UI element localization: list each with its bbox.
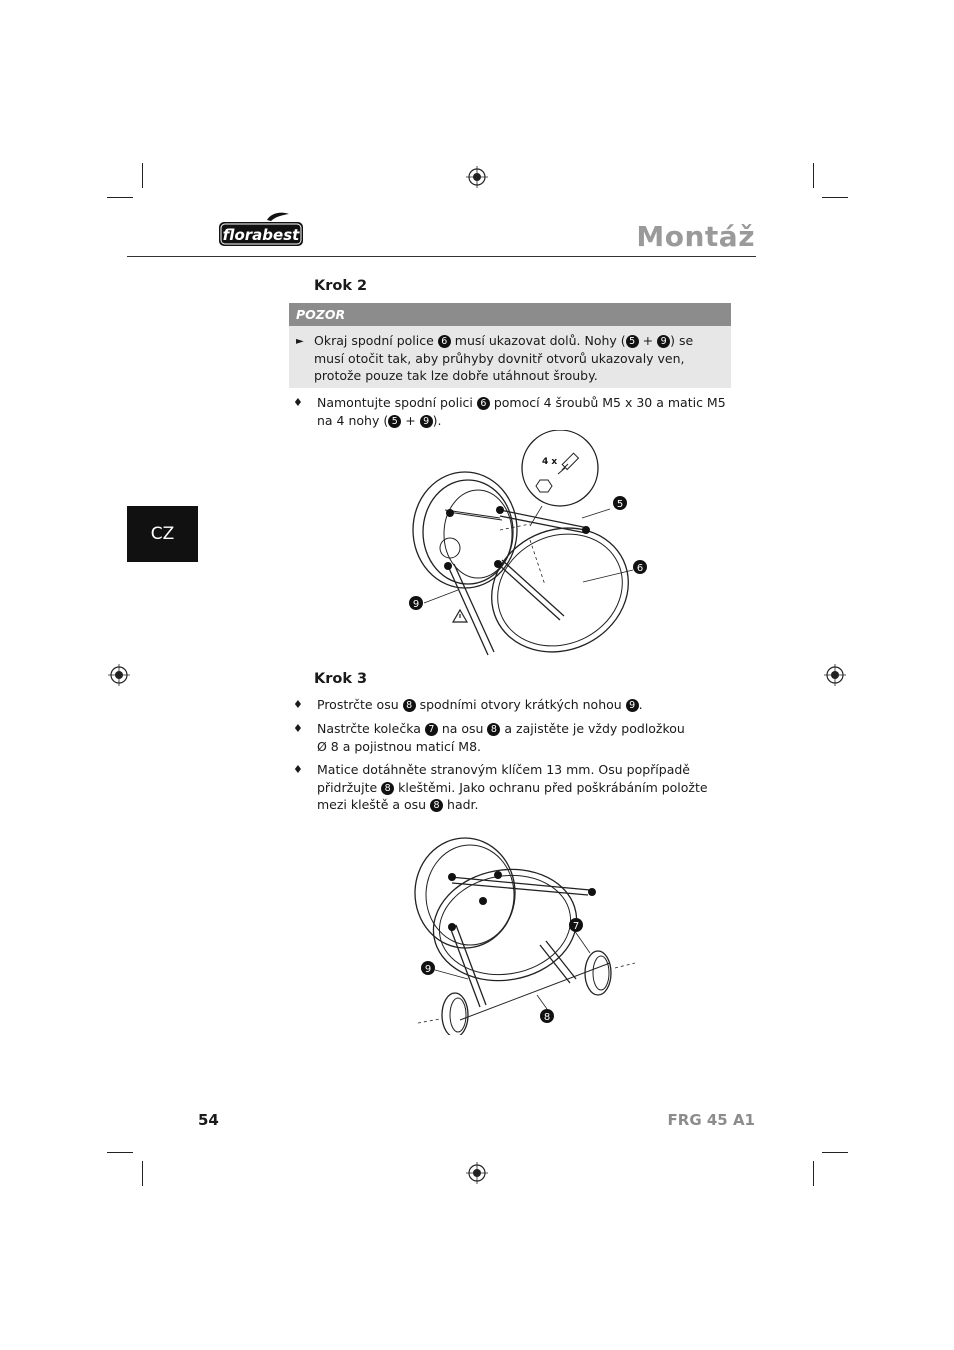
part-number-badge: 8 xyxy=(381,782,394,795)
part-number-badge: 9 xyxy=(420,415,433,428)
part-number-badge: 6 xyxy=(477,397,490,410)
crop-mark xyxy=(142,163,143,188)
crop-mark xyxy=(813,1161,814,1186)
part-number-badge: 7 xyxy=(425,723,438,736)
callout-label: 5 xyxy=(616,499,624,510)
crop-mark xyxy=(107,197,133,198)
callout-label: 6 xyxy=(636,563,644,574)
step3-item: Matice dotáhněte stranovým klíčem 13 mm. Osu popřípadě přidržujte 8 kleštěmi. Jako ochranu před poškrábáním položte mezi kleště a osu 8 hadr. xyxy=(317,762,708,812)
header-rule xyxy=(127,256,756,257)
callout-label: 7 xyxy=(572,921,580,932)
part-number-badge: 8 xyxy=(430,799,443,812)
warning-text: Okraj spodní police 6 musí ukazovat dolů. Nohy ( 5 + 9 ) se musí otočit tak, aby průhyby dovnitř otvorů ukazovaly ven, protože pouze tak lze dobře utáhnout šrouby. xyxy=(314,333,694,383)
part-number-badge: 9 xyxy=(657,335,670,348)
registration-mark-icon xyxy=(824,664,846,686)
part-number-badge: 5 xyxy=(388,415,401,428)
crop-mark xyxy=(142,1161,143,1186)
step3-illustration xyxy=(410,835,645,1035)
step2-heading: Krok 2 xyxy=(314,278,368,294)
callout-label: 9 xyxy=(412,599,420,610)
language-tab xyxy=(127,506,198,562)
logo-text: florabest xyxy=(222,226,300,244)
page-number: 54 xyxy=(198,1111,219,1129)
step3-heading: Krok 3 xyxy=(314,671,368,687)
step2-instruction: Namontujte spodní polici 6 pomocí 4 šroubů M5 x 30 a matic M5 na 4 nohy ( 5 + 9 ). xyxy=(317,395,726,428)
page-title: Montáž xyxy=(636,220,755,253)
registration-mark-icon xyxy=(466,1162,488,1184)
arrow-icon: ► xyxy=(296,336,304,347)
florabest-logo xyxy=(219,212,303,247)
crop-mark xyxy=(822,197,848,198)
part-number-badge: 8 xyxy=(487,723,500,736)
step3-item: Nastrčte kolečka 7 na osu 8 a zajistěte je vždy podložkou Ø 8 a pojistnou maticí M8. xyxy=(317,721,685,754)
warning-body xyxy=(289,326,731,388)
step2-illustration xyxy=(400,430,660,665)
step3-item: Prostrčte osu 8 spodními otvory krátkých nohou 9 . xyxy=(317,697,643,712)
part-number-badge: 6 xyxy=(438,335,451,348)
crop-mark xyxy=(107,1152,133,1153)
registration-mark-icon xyxy=(108,664,130,686)
warning-title: POZOR xyxy=(296,307,346,322)
model-number: FRG 45 A1 xyxy=(667,1111,755,1129)
callout-label: 8 xyxy=(543,1012,551,1023)
bullet-icon: ♦ xyxy=(293,698,303,711)
registration-mark-icon xyxy=(466,166,488,188)
callout-label: 9 xyxy=(424,964,432,975)
crop-mark xyxy=(822,1152,848,1153)
bullet-icon: ♦ xyxy=(293,396,303,409)
warning-header xyxy=(289,303,731,326)
bullet-icon: ♦ xyxy=(293,763,303,776)
bullet-icon: ♦ xyxy=(293,722,303,735)
part-number-badge: 8 xyxy=(403,699,416,712)
part-number-badge: 5 xyxy=(626,335,639,348)
crop-mark xyxy=(813,163,814,188)
part-number-badge: 9 xyxy=(626,699,639,712)
quantity-label: 4 x xyxy=(542,457,558,467)
language-tab-label: CZ xyxy=(150,524,175,544)
